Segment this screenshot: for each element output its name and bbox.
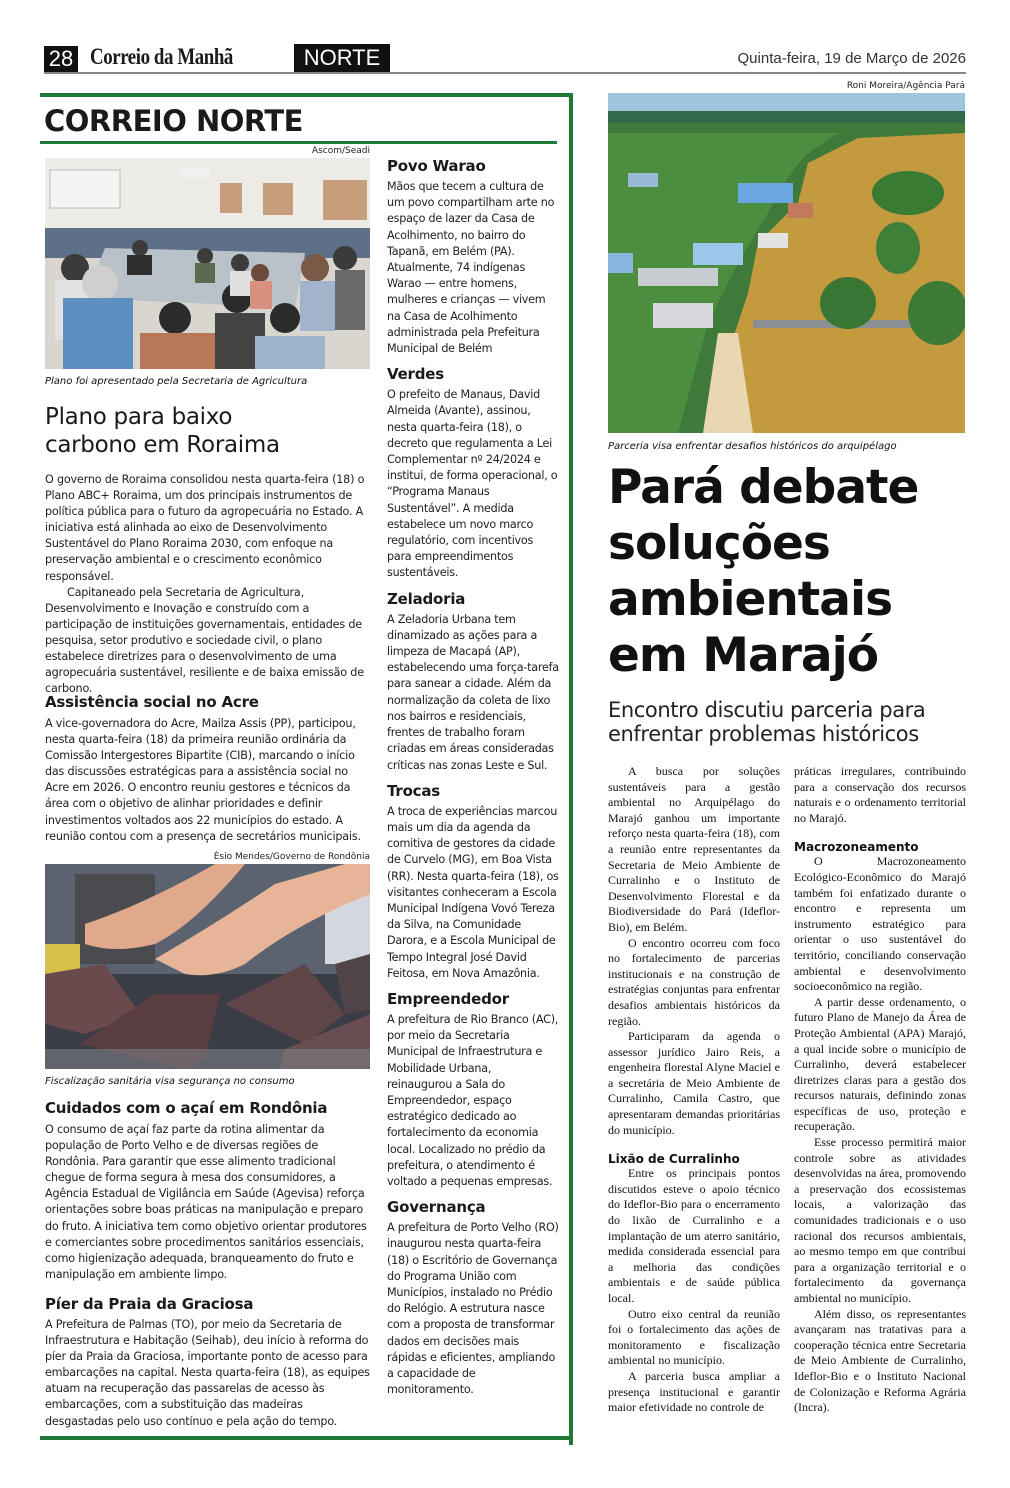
side-note-title: Empreendedor: [387, 989, 509, 1008]
side-note-title: Verdes: [387, 365, 444, 384]
photo-caption: Plano foi apresentado pela Secretaria de Agricultura: [45, 376, 308, 387]
article-subheading: Lixão de Curralinho: [608, 1152, 740, 1167]
box-frame-right: [569, 93, 573, 1445]
article-column-1: [608, 764, 780, 1416]
story-paragraph: Capitaneado pela Secretaria de Agricultura, Desenvolvimento e Inovação e construído com a participação de instituições governamentais, entidades de pesquisa, setor produtivo e sociedade civil, o plano estabelece diretrizes para o desenvolvimento de uma agropecuária sustentável, resiliente e de baixa emissão de carbono.: [45, 585, 364, 696]
story-body: O consumo de açaí faz parte da rotina alimentar da população de Porto Velho e de diversas regiões de Rondônia. Para garantir que esse alimento tradicional chegue de forma segura à mesa dos consumidores, a Agência Estadual de Vigilância em Saúde (Agevisa) reforça orientações sobre boas práticas na manipulação e preparo do fruto. A iniciativa tem como objetivo orientar produtores e comerciantes sobre procedimentos sanitários essenciais, como higienização adequada, branqueamento do fruto e manipulação em ambiente limpo.: [45, 1123, 367, 1281]
newspaper-logo: Correio da Manhã: [90, 44, 233, 69]
article-subheading: Macrozoneamento: [794, 840, 919, 855]
article-paragraph: A busca por soluções sustentáveis para a gestão ambiental no Arquipélago do Marajó ganhou um importante reforço nesta quarta-feira (18), com a reunião entre representantes da Secretaria de Meio Ambiente de Curralinho e o Instituto de Desenvolvimento Florestal e da Biodiversidade do Pará (Ideflor-Bio), em Belém.: [608, 764, 780, 934]
side-note: [387, 1198, 559, 1398]
story-body: [45, 472, 371, 697]
box-title-rule: [40, 141, 557, 144]
box-title: CORREIO NORTE: [44, 104, 303, 138]
photo-caption: Parceria visa enfrentar desafios históricos do arquipélago: [608, 441, 897, 452]
side-note-title: Governança: [387, 1198, 486, 1217]
article-paragraph: Esse processo permitirá maior controle sobre as atividades desenvolvidas na área, promovendo a preservação dos ecossistemas locais, a valorização das comunidades tradicionais e o uso racional dos recursos ambientais, ao mesmo tempo em que contribui para a organização territorial e o fortalecimento da governança ambiental no município.: [794, 1135, 966, 1305]
story-headline: Cuidados com o açaí em Rondônia: [45, 1099, 328, 1117]
page-number: 28: [44, 46, 78, 72]
photo-credit: Ésio Mendes/Governo de Rondônia: [213, 852, 370, 862]
aerial-river-town-photo: [608, 93, 965, 433]
article-paragraph: A partir desse ordenamento, o futuro Plano de Manejo da Área de Proteção Ambiental (APA) Marajó, a qual incide sobre o município de Curralinho, deverá estabelecer diretrizes claras para a gestão dos recursos naturais, definindo zonas específicas de uso, proteção e recuperação.: [794, 994, 966, 1134]
masthead-rule: [44, 72, 966, 74]
side-note: [387, 990, 559, 1190]
article-paragraph: Entre os principais pontos discutidos esteve o apoio técnico do Ideflor-Bio para o encerramento do lixão de Curralinho e a implantação de um aterro sanitário, medida considerada essencial para a melhoria das condições ambientais e de saúde pública local.: [608, 1166, 780, 1305]
acai-packaging-photo: [45, 864, 370, 1069]
side-notes-column: [387, 157, 559, 1398]
side-note-body: A prefeitura de Porto Velho (RO) inaugurou nesta quarta-feira (18) o Escritório de Governança do Programa União com Municípios, instalado no Prédio do Relógio. A estrutura nasce com a proposta de transformar dados em decisões mais rápidas e eficientes, ampliando a capacidade de monitoramento.: [387, 1221, 559, 1397]
photo-caption: Fiscalização sanitária visa segurança no consumo: [45, 1076, 295, 1087]
side-note-body: Mãos que tecem a cultura de um povo compartilham arte no espaço de lazer da Casa de Acolhimento, no bairro do Tapanã, em Belém (PA). Atualmente, 74 indígenas Warao — entre homens, mulheres e crianças — vivem na Casa de Acolhimento administrada pela Prefeitura Municipal de Belém: [387, 180, 555, 356]
article-paragraph: Além disso, os representantes avançaram nas tratativas para a cooperação técnica entre Secretaria de Meio Ambiente de Curralinho, Ideflor-Bio e o Instituto Nacional de Colonização e Reforma Agrária (Incra).: [794, 1306, 966, 1415]
article-paragraph: O encontro ocorreu com foco no fortalecimento de parcerias institucionais e na construção de estratégias conjuntas para enfrentar desafios ambientais históricos da região.: [608, 935, 780, 1028]
article-paragraph: Outro eixo central da reunião foi o fortalecimento das ações de monitoramento e fiscalização ambiental no município.: [608, 1306, 780, 1368]
article-column-2: [794, 764, 966, 1416]
side-note-title: Zeladoria: [387, 589, 466, 608]
article-paragraph: A parceria busca ampliar a presença institucional e garantir maior efetividade no controle de: [608, 1368, 780, 1415]
article-paragraph: práticas irregulares, contribuindo para a conservação dos recursos naturais e o ordenamento territorial no Marajó.: [794, 764, 966, 825]
meeting-room-photo: [45, 158, 370, 369]
story-headline: Píer da Praia da Graciosa: [45, 1295, 254, 1313]
main-headline: Pará debate soluções ambientais em Marajó: [608, 460, 919, 683]
side-note: [387, 782, 559, 982]
story-headline: Plano para baixo carbono em Roraima: [45, 404, 280, 458]
story-body: A vice-governadora do Acre, Mailza Assis (PP), participou, nesta quarta-feira (18) da primeira reunião ordinária da Comissão Intergestores Bipartite (CIB), marcando o início das discussões estratégicas para a assistência social no Acre em 2026. O encontro reuniu gestores e técnicos da área com o objetivo de alinhar prioridades e definir investimentos voltados aos 22 municípios do estado. A reunião contou com a presença de secretários municipais.: [45, 717, 361, 843]
section-label: NORTE: [294, 44, 390, 72]
side-note: [387, 157, 559, 357]
story-headline: Assistência social no Acre: [45, 693, 259, 711]
photo-credit: Ascom/Seadi: [311, 146, 370, 156]
story-body: A Prefeitura de Palmas (TO), por meio da Secretaria de Infraestrutura e Habitação (Seihab), deu início à reforma do píer da Praia da Graciosa, importante ponto de acesso para embarcações na capital. Nesta quarta-feira (18), as equipes atuam na recuperação das passarelas de acesso às embarcações, com a substituição das madeiras desgastadas pelo uso contínuo e pela ação do tempo.: [45, 1318, 370, 1428]
box-frame-bottom: [40, 1436, 569, 1440]
article-paragraph: O Macrozoneamento Ecológico-Econômico do Marajó também foi enfatizado durante o encontro e representa um instrumento estratégico para orientar o uso sustentável do território, conciliando conservação ambiental e desenvolvimento socioeconômico na região.: [794, 854, 966, 994]
side-note-body: A prefeitura de Rio Branco (AC), por meio da Secretaria Municipal de Infraestrutura e Mobilidade Urbana, reinaugurou a Sala do Empreendedor, espaço estratégico dedicado ao fortalecimento da economia local. Localizado no prédio da prefeitura, o atendimento é voltado a pequenas empresas.: [387, 1012, 559, 1188]
side-note-title: Povo Warao: [387, 157, 486, 175]
article-paragraph: Participaram da agenda o assessor jurídico Jairo Reis, a engenheira florestal Alyne Maciel e a secretária de Meio Ambiente de Curralinho, Camila Castro, que apresentaram demandas prioritárias do município.: [608, 1029, 780, 1137]
side-note: [387, 590, 559, 774]
story-paragraph: O governo de Roraima consolidou nesta quarta-feira (18) o Plano ABC+ Roraima, um dos principais instrumentos de política pública para o futuro da agropecuária no Estado. A iniciativa está alinhada ao eixo de Desenvolvimento Sustentável do Plano Roraima 2030, com enfoque na preservação ambiental e o crescimento econômico responsável.: [45, 473, 365, 583]
dateline: Quinta-feira, 19 de Março de 2026: [737, 50, 966, 67]
main-subheadline: Encontro discutiu parceria para enfrentar problemas históricos: [608, 698, 926, 746]
side-note: [387, 365, 559, 581]
side-note-body: A Zeladoria Urbana tem dinamizado as ações para a limpeza de Macapá (AP), estabelecendo uma força-tarefa para sanear a cidade. Além da normalização da coleta de lixo nos bairros e residenciais, frentes de trabalho foram criadas em áreas consideradas críticas nas zonas Leste e Sul.: [387, 612, 559, 772]
side-note-title: Trocas: [387, 781, 441, 800]
side-note-body: A troca de experiências marcou mais um dia da agenda da comitiva de gestores da cidade de Curvelo (MG), em Boa Vista (RR). Nesta quarta-feira (18), os visitantes conheceram a Escola Municipal Indígena Vovó Tereza da Silva, na Comunidade Darora, e a Escola Municipal de Tempo Integral José David Feitosa, em Nova Amazônia.: [387, 804, 559, 980]
side-note-body: O prefeito de Manaus, David Almeida (Avante), assinou, nesta quarta-feira (18), o decreto que regulamenta a Lei Complementar nº 24/2024 e institui, de forma operacional, o “Programa Manaus Sustentável”. A medida estabelece um novo marco regulatório, com incentivos para empreendimentos sustentáveis.: [387, 388, 558, 580]
box-frame-top: [40, 93, 573, 97]
photo-credit: Roni Moreira/Agência Pará: [846, 81, 965, 91]
